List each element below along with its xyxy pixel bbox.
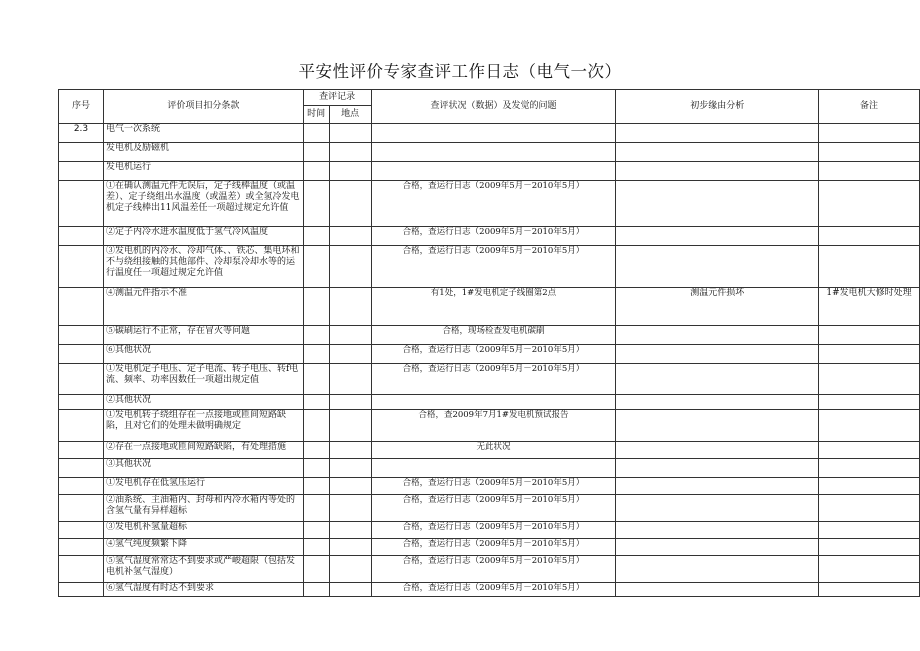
table-row <box>59 522 920 539</box>
findings-cell: 合格，查运行日志（2009年5月－2010年5月） <box>371 495 616 522</box>
time-cell <box>303 246 329 288</box>
seq-cell <box>59 478 104 495</box>
place-cell <box>329 181 371 227</box>
table-row <box>59 442 920 459</box>
time-cell <box>303 288 329 326</box>
seq-cell <box>59 495 104 522</box>
seq-cell <box>59 539 104 556</box>
header-seq: 序号 <box>59 90 104 124</box>
place-cell <box>329 539 371 556</box>
time-cell <box>303 162 329 181</box>
cause-cell <box>616 345 819 364</box>
time-cell <box>303 495 329 522</box>
table-row <box>59 326 920 345</box>
table-row <box>59 583 920 597</box>
note-cell <box>819 227 920 246</box>
time-cell <box>303 364 329 395</box>
table-row <box>59 478 920 495</box>
note-cell <box>819 556 920 583</box>
note-cell: 1#发电机大修时处理 <box>819 288 920 326</box>
place-cell <box>329 246 371 288</box>
findings-cell <box>371 395 616 410</box>
table-row <box>59 495 920 522</box>
item-cell: ④测温元件指示不准 <box>103 288 303 326</box>
time-cell <box>303 326 329 345</box>
time-cell <box>303 478 329 495</box>
cause-cell <box>616 364 819 395</box>
place-cell <box>329 143 371 162</box>
cause-cell <box>616 459 819 478</box>
header-record: 查评记录 <box>303 90 371 106</box>
place-cell <box>329 227 371 246</box>
seq-cell <box>59 345 104 364</box>
item-cell: ①发电机转子绕组存在一点接地或匝间短路缺陷，且对它们的处理未做明确规定 <box>103 410 303 442</box>
item-cell: ⑥氢气湿度有时达不到要求 <box>103 583 303 597</box>
findings-cell <box>371 124 616 143</box>
cause-cell <box>616 326 819 345</box>
table-row <box>59 539 920 556</box>
item-cell: ④氢气纯度频繁下降 <box>103 539 303 556</box>
item-cell: ②存在一点接地或匝间短路缺陷，有处理措施 <box>103 442 303 459</box>
table-row <box>59 227 920 246</box>
table-row <box>59 395 920 410</box>
time-cell <box>303 345 329 364</box>
seq-cell: 2.3 <box>59 124 104 143</box>
seq-cell <box>59 326 104 345</box>
table-row <box>59 143 920 162</box>
time-cell <box>303 539 329 556</box>
item-cell: ②定子内冷水进水温度低于氢气冷风温度 <box>103 227 303 246</box>
findings-cell <box>371 162 616 181</box>
note-cell <box>819 442 920 459</box>
table-row <box>59 181 920 227</box>
note-cell <box>819 345 920 364</box>
table-row <box>59 162 920 181</box>
findings-cell: 合格，查运行日志（2009年5月－2010年5月） <box>371 364 616 395</box>
place-cell <box>329 459 371 478</box>
note-cell <box>819 143 920 162</box>
cause-cell <box>616 246 819 288</box>
cause-cell <box>616 124 819 143</box>
seq-cell <box>59 364 104 395</box>
note-cell <box>819 522 920 539</box>
time-cell <box>303 410 329 442</box>
place-cell <box>329 288 371 326</box>
cause-cell <box>616 227 819 246</box>
time-cell <box>303 124 329 143</box>
header-place: 地点 <box>329 106 371 124</box>
header-time: 时间 <box>303 106 329 124</box>
findings-cell: 合格，查运行日志（2009年5月－2010年5月） <box>371 556 616 583</box>
place-cell <box>329 395 371 410</box>
findings-cell: 合格，查运行日志（2009年5月－2010年5月） <box>371 246 616 288</box>
place-cell <box>329 326 371 345</box>
note-cell <box>819 539 920 556</box>
note-cell <box>819 395 920 410</box>
place-cell <box>329 442 371 459</box>
table-row <box>59 345 920 364</box>
item-cell: ③发电机的内冷水、冷却气体、、铁芯、集电环和不与绕组接触的其他部件、冷却泵冷却水等的运行温度任一项超过规定允许值 <box>103 246 303 288</box>
time-cell <box>303 395 329 410</box>
findings-cell: 合格，现场检查发电机碳刷 <box>371 326 616 345</box>
item-cell: ①在确认测温元件无误后，定子线棒温度（或温差）、定子绕组出水温度（或温差）或全氢冷发电机定子线棒出11风温差任一项超过规定允许值 <box>103 181 303 227</box>
seq-cell <box>59 395 104 410</box>
table-row <box>59 364 920 395</box>
note-cell <box>819 181 920 227</box>
place-cell <box>329 410 371 442</box>
cause-cell <box>616 583 819 597</box>
seq-cell <box>59 442 104 459</box>
cause-cell <box>616 162 819 181</box>
time-cell <box>303 556 329 583</box>
cause-cell <box>616 410 819 442</box>
item-cell: ⑤氢气湿度常常达不到要求或严峻超限（包括发电机补氢气湿度） <box>103 556 303 583</box>
table-row <box>59 246 920 288</box>
place-cell <box>329 522 371 539</box>
findings-cell: 合格，查运行日志（2009年5月－2010年5月） <box>371 478 616 495</box>
table-row <box>59 410 920 442</box>
note-cell <box>819 364 920 395</box>
seq-cell <box>59 227 104 246</box>
item-cell: ③发电机补氢量超标 <box>103 522 303 539</box>
seq-cell <box>59 181 104 227</box>
place-cell <box>329 583 371 597</box>
seq-cell <box>59 556 104 583</box>
item-cell: ②其他状况 <box>103 395 303 410</box>
time-cell <box>303 181 329 227</box>
cause-cell <box>616 495 819 522</box>
time-cell <box>303 143 329 162</box>
note-cell <box>819 162 920 181</box>
seq-cell <box>59 583 104 597</box>
findings-cell: 合格，查2009年7月1#发电机预试报告 <box>371 410 616 442</box>
item-cell: ①发电机存在低氢压运行 <box>103 478 303 495</box>
findings-cell: 合格，查运行日志（2009年5月－2010年5月） <box>371 522 616 539</box>
findings-cell: 合格，查运行日志（2009年5月－2010年5月） <box>371 181 616 227</box>
header-item: 评价项目扣分条款 <box>103 90 303 124</box>
cause-cell <box>616 556 819 583</box>
cause-cell <box>616 522 819 539</box>
note-cell <box>819 583 920 597</box>
findings-cell <box>371 459 616 478</box>
seq-cell <box>59 162 104 181</box>
place-cell <box>329 162 371 181</box>
note-cell <box>819 478 920 495</box>
findings-cell: 合格，查运行日志（2009年5月－2010年5月） <box>371 539 616 556</box>
header-cause: 初步缘由分析 <box>616 90 819 124</box>
header-findings: 查评状况（数据）及发觉的问题 <box>371 90 616 124</box>
header-note: 备注 <box>819 90 920 124</box>
table-row <box>59 124 920 143</box>
note-cell <box>819 459 920 478</box>
item-cell: ①发电机定子电压、定子电流、转子电压、转f电流、频率、功率因数任一项超出规定值 <box>103 364 303 395</box>
seq-cell <box>59 288 104 326</box>
cause-cell <box>616 181 819 227</box>
time-cell <box>303 459 329 478</box>
cause-cell: 测温元件损坏 <box>616 288 819 326</box>
table-row <box>59 459 920 478</box>
findings-cell: 无此状况 <box>371 442 616 459</box>
time-cell <box>303 442 329 459</box>
time-cell <box>303 522 329 539</box>
findings-cell: 合格，查运行日志（2009年5月－2010年5月） <box>371 583 616 597</box>
cause-cell <box>616 395 819 410</box>
note-cell <box>819 410 920 442</box>
place-cell <box>329 364 371 395</box>
place-cell <box>329 478 371 495</box>
findings-cell: 合格，查运行日志（2009年5月－2010年5月） <box>371 345 616 364</box>
cause-cell <box>616 143 819 162</box>
note-cell <box>819 246 920 288</box>
note-cell <box>819 495 920 522</box>
seq-cell <box>59 143 104 162</box>
cause-cell <box>616 442 819 459</box>
note-cell <box>819 124 920 143</box>
place-cell <box>329 345 371 364</box>
cause-cell <box>616 478 819 495</box>
seq-cell <box>59 522 104 539</box>
table-row <box>59 288 920 326</box>
findings-cell: 合格，查运行日志（2009年5月－2010年5月） <box>371 227 616 246</box>
note-cell <box>819 326 920 345</box>
time-cell <box>303 583 329 597</box>
item-cell: 发电机运行 <box>103 162 303 181</box>
item-cell: ⑤碳刷运行不正常，存在冒火等问题 <box>103 326 303 345</box>
place-cell <box>329 556 371 583</box>
place-cell <box>329 495 371 522</box>
item-cell: ②油系统、主油箱内、封母和内冷水箱内等处的含氢气量有异样超标 <box>103 495 303 522</box>
page-title: 平安性评价专家查评工作日志（电气一次） <box>298 62 622 81</box>
log-table <box>58 89 920 597</box>
seq-cell <box>59 459 104 478</box>
item-cell: ⑥其他状况 <box>103 345 303 364</box>
item-cell: 发电机及励磁机 <box>103 143 303 162</box>
findings-cell: 有1处，1#发电机定子线圈第2点 <box>371 288 616 326</box>
item-cell: ③其他状况 <box>103 459 303 478</box>
findings-cell <box>371 143 616 162</box>
item-cell: 电气一次系统 <box>103 124 303 143</box>
seq-cell <box>59 410 104 442</box>
table-row <box>59 556 920 583</box>
place-cell <box>329 124 371 143</box>
seq-cell <box>59 246 104 288</box>
time-cell <box>303 227 329 246</box>
cause-cell <box>616 539 819 556</box>
